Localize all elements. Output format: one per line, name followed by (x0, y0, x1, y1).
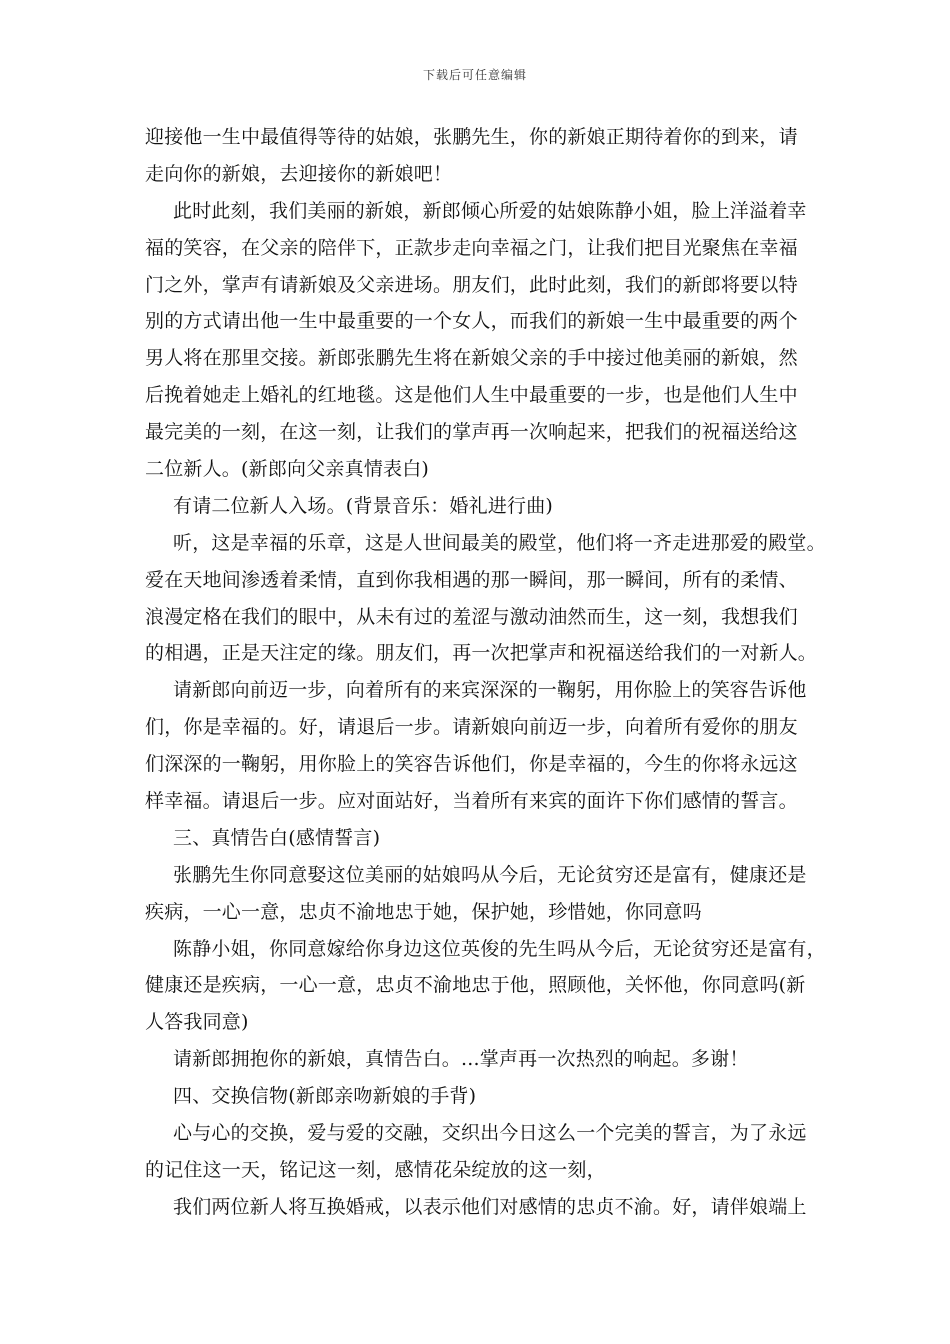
text-line: 二位新人。(新郎向父亲真情表白) (145, 458, 430, 481)
text-line: 我们两位新人将互换婚戒，以表示他们对感情的忠贞不渝。好，请伴娘端上 (173, 1195, 807, 1218)
text-line: 福的笑容，在父亲的陪伴下，正款步走向幸福之门，让我们把目光聚焦在幸福 (145, 236, 798, 259)
text-line: 们深深的一鞠躬，用你脸上的笑容告诉他们，你是幸福的，今生的你将永远这 (145, 753, 798, 776)
text-line: 门之外，掌声有请新娘及父亲进场。朋友们，此时此刻，我们的新郎将要以特 (145, 273, 798, 296)
text-line: 别的方式请出他一生中最重要的一个女人，而我们的新娘一生中最重要的两个 (145, 310, 798, 333)
text-line: 疾病，一心一意，忠贞不渝地忠于她，保护她，珍惜她，你同意吗 (145, 900, 702, 923)
document-body (145, 119, 826, 1226)
section-heading: 四、交换信物(新郎亲吻新娘的手背) (173, 1085, 477, 1108)
text-line: 的相遇，正是天注定的缘。朋友们，再一次把掌声和祝福送给我们的一对新人。 (145, 642, 818, 665)
section-heading: 三、真情告白(感情誓言) (173, 826, 381, 849)
text-line: 走向你的新娘，去迎接你的新娘吧！ (145, 162, 453, 185)
text-line: 人答我同意) (145, 1011, 249, 1034)
text-line: 听，这是幸福的乐章，这是人世间最美的殿堂，他们将一齐走进那爱的殿堂。 (173, 531, 826, 554)
text-line: 张鹏先生你同意娶这位美丽的姑娘吗从今后，无论贫穷还是富有，健康还是 (173, 863, 807, 886)
text-line: 心与心的交换，爱与爱的交融，交织出今日这么一个完美的誓言，为了永远 (173, 1122, 807, 1145)
text-line: 健康还是疾病，一心一意，忠贞不渝地忠于他，照顾他，关怀他，你同意吗(新 (145, 974, 806, 997)
text-line: 陈静小姐，你同意嫁给你身边这位英俊的先生吗从今后，无论贫穷还是富有， (173, 937, 826, 960)
text-line: 后挽着她走上婚礼的红地毯。这是他们人生中最重要的一步，也是他们人生中 (145, 384, 798, 407)
text-line: 们，你是幸福的。好，请退后一步。请新娘向前迈一步，向着所有爱你的朋友 (145, 716, 798, 739)
text-line: 迎接他一生中最值得等待的姑娘，张鹏先生，你的新娘正期待着你的到来，请 (145, 126, 798, 148)
text-line: 的记住这一天，铭记这一刻，感情花朵绽放的这一刻， (145, 1158, 606, 1181)
text-line: 此时此刻，我们美丽的新娘，新郎倾心所爱的姑娘陈静小姐，脸上洋溢着幸 (173, 199, 807, 222)
text-line: 请新郎向前迈一步，向着所有的来宾深深的一鞠躬，用你脸上的笑容告诉他 (173, 679, 807, 702)
text-line: 有请二位新人入场。(背景音乐：婚礼进行曲) (173, 494, 554, 517)
text-line: 最完美的一刻，在这一刻，让我们的掌声再一次响起来，把我们的祝福送给这 (145, 421, 798, 444)
text-line: 男人将在那里交接。新郎张鹏先生将在新娘父亲的手中接过他美丽的新娘，然 (145, 347, 798, 370)
page-header: 下载后可任意编辑 (422, 68, 527, 82)
text-line: 浪漫定格在我们的眼中，从未有过的羞涩与激动油然而生，这一刻，我想我们 (145, 605, 798, 628)
text-line: 请新郎拥抱你的新娘，真情告白。...掌声再一次热烈的响起。多谢！ (173, 1048, 749, 1071)
text-line: 样幸福。请退后一步。应对面站好，当着所有来宾的面许下你们感情的誓言。 (145, 790, 798, 813)
text-line: 爱在天地间渗透着柔情，直到你我相遇的那一瞬间，那一瞬间，所有的柔情、 (145, 568, 798, 591)
